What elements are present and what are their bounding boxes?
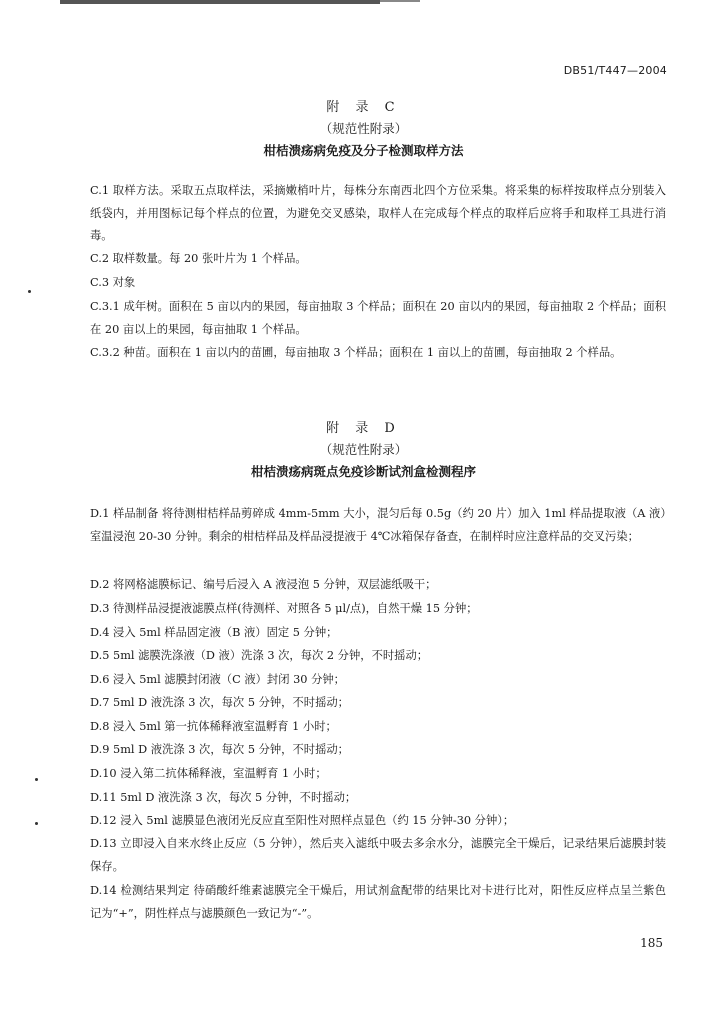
appendix-c-subtitle: （规范性附录） <box>319 121 408 136</box>
appendix-d-item-5: D.5 5ml 滤膜洗涤液（D 液）洗涤 3 次，每次 2 分钟，不时摇动； <box>90 649 429 662</box>
scan-edge-mark <box>60 0 380 4</box>
appendix-c-item-4: C.3.1 成年树。面积在 5 亩以内的果园，每亩抽取 3 个样品；面积在 20 亩以内的果园，每亩抽取 2 个样品；面积在 20 亩以上的果园，每亩抽取 1 个样品。 <box>90 300 666 336</box>
appendix-c-heading: 柑桔溃疡病免疫及分子检测取样方法 <box>263 143 464 158</box>
scan-speck <box>35 778 38 781</box>
appendix-d-item-4: D.4 浸入 5ml 样品固定液（B 液）固定 5 分钟； <box>90 626 338 639</box>
appendix-c-item-3: C.3 对象 <box>90 276 136 289</box>
appendix-d-heading: 柑桔溃疡病斑点免疫诊断试剂盒检测程序 <box>250 464 476 479</box>
scan-edge-mark-2 <box>380 0 420 2</box>
page-number: 185 <box>640 936 663 950</box>
appendix-c-item-1: C.1 取样方法。采取五点取样法，采摘嫩梢叶片，每株分东南西北四个方位采集。将采集的标样按取样点分别装入纸袋内，并用图标记每个样点的位置，为避免交叉感染，取样人在完成每个样点的取样后应将手和取样工具进行消毒。 <box>90 184 666 242</box>
appendix-c-item-2: C.2 取样数量。每 20 张叶片为 1 个样品。 <box>90 252 307 265</box>
appendix-c-title: 附 录 C <box>326 100 401 115</box>
appendix-d-item-7: D.7 5ml D 液洗涤 3 次，每次 5 分钟，不时摇动； <box>90 696 349 709</box>
appendix-d-item-8: D.8 浸入 5ml 第一抗体稀释液室温孵育 1 小时； <box>90 720 337 733</box>
appendix-d-item-12: D.12 浸入 5ml 滤膜显色液闭光反应直至阳性对照样点显色（约 15 分钟-30 分钟）； <box>90 814 515 827</box>
appendix-c-item-5: C.3.2 种苗。面积在 1 亩以内的苗圃，每亩抽取 3 个样品；面积在 1 亩以上的苗圃，每亩抽取 2 个样品。 <box>90 346 622 359</box>
standard-code: DB51/T447—2004 <box>563 64 667 77</box>
scan-speck <box>28 290 31 293</box>
appendix-d-item-13: D.13 立即浸入自来水终止反应（5 分钟），然后夹入滤纸中吸去多余水分，滤膜完全干燥后，记录结果后滤膜封装保存。 <box>90 837 666 873</box>
appendix-d-item-1: D.1 样品制备 将待测柑桔样品剪碎成 4mm-5mm 大小，混匀后每 0.5g（约 20 片）加入 1ml 样品提取液（A 液）室温浸泡 20-30 分钟。剩余的柑桔样品及样品浸提液于 4℃冰箱保存备查，在制样时应注意样品的交叉污染； <box>90 507 666 543</box>
appendix-d-item-11: D.11 5ml D 液洗涤 3 次，每次 5 分钟，不时摇动； <box>90 791 357 804</box>
appendix-d-item-6: D.6 浸入 5ml 滤膜封闭液（C 液）封闭 30 分钟； <box>90 673 345 686</box>
scan-speck <box>35 822 38 825</box>
appendix-d-subtitle: （规范性附录） <box>319 442 408 457</box>
appendix-d-item-14: D.14 检测结果判定 待硝酸纤维素滤膜完全干燥后，用试剂盒配带的结果比对卡进行比对，阳性反应样点呈兰紫色记为“+”，阴性样点与滤膜颜色一致记为“-”。 <box>90 884 666 920</box>
appendix-d-item-3: D.3 待测样品浸提液滤膜点样(待测样、对照各 5 μl/点)，自然干燥 15 分钟； <box>90 602 478 615</box>
appendix-d-item-10: D.10 浸入第二抗体稀释液，室温孵育 1 小时； <box>90 767 327 780</box>
appendix-d-title: 附 录 D <box>326 421 401 436</box>
appendix-d-item-2: D.2 将网格滤膜标记、编号后浸入 A 液浸泡 5 分钟，双层滤纸吸干； <box>90 578 437 591</box>
appendix-d-item-9: D.9 5ml D 液洗涤 3 次，每次 5 分钟，不时摇动； <box>90 743 349 756</box>
